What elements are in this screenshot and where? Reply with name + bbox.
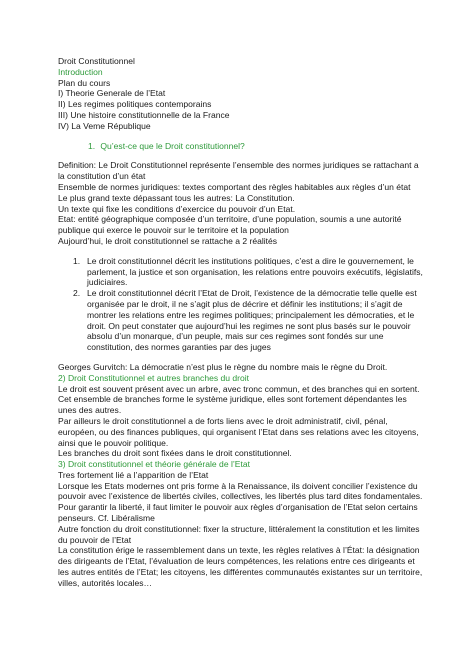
list-item-line: organisée par le droit, il ne s’agit plus de décrire et définir les institutions; il s’agit de	[87, 298, 403, 309]
list-item-line: Le droit constitutionnel décrit les institutions politiques, c’est a dire le gouvernement, le	[87, 255, 414, 266]
definition-line: publique qui exerce le pouvoir sur le territoire et la population	[58, 225, 289, 236]
list-item-line: absolu d’un monarque, d’un peuple, mais sur ces regimes sont fondés sur une	[87, 331, 384, 342]
plan-line: III) Une histoire constitutionnelle de la France	[58, 109, 230, 120]
section1-title: Qu’est-ce que le Droit constitutionnel?	[100, 140, 245, 151]
list-item	[58, 256, 434, 288]
list-item-line: Le droit constitutionnel décrit l’Etat de Droit, l’existence de la démocratie telle quelle est	[87, 288, 417, 299]
definition-line: Definition: Le Droit Constitutionnel représente l’ensemble des normes juridiques se rattachant a	[58, 160, 419, 171]
section3-line: Tres fortement lié a l’apparition de l’Etat	[58, 469, 209, 480]
section1-heading	[58, 141, 434, 152]
list-item-line: parlement, la justice et son organisation, les relations entre pouvoirs exécutifs, législatifs,	[87, 266, 423, 277]
plan-line: IV) La Veme République	[58, 120, 151, 131]
document-title: Droit Constitutionnel	[58, 56, 135, 66]
plan-line: Plan du cours	[58, 77, 111, 88]
section2-heading: 2) Droit Constitutionnel et autres branches du droit	[58, 372, 249, 383]
list-item-line: montrer les relations entre les regimes politiques; principalement les démocraties, et le	[87, 309, 415, 320]
section2-line: Par ailleurs le droit constitutionnel a de forts liens avec le droit administratif, civil, pénal,	[58, 415, 388, 426]
definition-line: la constitution d’un état	[58, 171, 146, 182]
section3-line: villes, autorités locales…	[58, 577, 153, 588]
list-item-number: 2.	[73, 288, 81, 299]
section3	[58, 459, 434, 589]
section2-line: Cet ensemble de branches forme le système juridique, elles sont fortement dépendantes les	[58, 394, 407, 405]
list-item	[58, 288, 434, 353]
definition-line: Un texte qui fixe les conditions d’exercice du pouvoir d’un Etat.	[58, 203, 296, 214]
section2	[58, 373, 434, 459]
definition-paragraph	[58, 160, 434, 246]
section2-line: européen, ou des finances publiques, qui organisent l’Etat dans ses relations avec les citoyens,	[58, 426, 419, 437]
section2-line: unes des autres.	[58, 405, 122, 416]
plan-line: I) Theorie Generale de l’Etat	[58, 88, 166, 99]
intro-heading: Introduction	[58, 66, 103, 77]
list-item-line: constitution, des normes garanties par des juges	[87, 342, 271, 353]
definition-line: Etat: entité géographique composée d’un territoire, d’une population, soumis a une autorité	[58, 214, 402, 225]
definition-line: Ensemble de normes juridiques: textes comportant des règles habitables aux règles d’un état	[58, 181, 411, 192]
section3-line: les autres entités de l’Etat; les citoyens, les différentes communautés existantes sur un territoire,	[58, 567, 423, 578]
section3-line: Pour garantir la liberté, il faut limiter le pouvoir aux règles d’organisation de l’Etat selon certains	[58, 502, 418, 513]
section3-line: La constitution érige le rassemblement dans un texte, les règles relatives à l’État: la désignation	[58, 545, 420, 556]
section1-number: 1.	[88, 140, 96, 151]
course-plan	[58, 78, 434, 132]
list-item-line: droit. On peut constater que aujourd’hui les regimes ne sont plus basés sur le pouvoir	[87, 320, 411, 331]
section3-line: penseurs. Cf. Libéralisme	[58, 513, 155, 524]
list-item-line: judiciaires.	[87, 277, 128, 288]
section3-line: Autre fonction du droit constitutionnel: fixer la structure, littéralement la constitution et les limites	[58, 523, 420, 534]
definition-line: Le plus grand texte dépassant tous les autres: La Constitution.	[58, 192, 295, 203]
section2-line: Les branches du droit sont fixées dans le droit constitutionnel.	[58, 448, 292, 459]
plan-line: II) Les regimes politiques contemporains	[58, 99, 212, 110]
realities-list	[58, 256, 434, 353]
section3-heading: 3) Droit constitutionnel et théorie générale de l’Etat	[58, 459, 250, 470]
section3-line: des dirigeants de l’Etat, l’évaluation de leurs compétences, les relations entre ces dirigeants et	[58, 556, 415, 567]
gurvitch-quote: Georges Gurvitch: La démocratie n’est plus le règne du nombre mais le règne du Droit.	[58, 361, 388, 372]
section3-line: Lorsque les Etats modernes ont pris forme à la Renaissance, ils doivent concilier l’existence du	[58, 480, 418, 491]
definition-line: Aujourd’hui, le droit constitutionnel se rattache a 2 réalités	[58, 235, 278, 246]
section2-line: ainsi que le pouvoir politique.	[58, 437, 169, 448]
section3-line: pouvoir avec l’existence de libertés civiles, collectives, les libertés plus tard dites fondamentales.	[58, 491, 423, 502]
list-item-number: 1.	[73, 255, 81, 266]
section2-line: Le droit est souvent présent avec un arbre, avec tronc commun, et des branches qui en sortent.	[58, 383, 420, 394]
section3-line: du pouvoir de l’Etat	[58, 534, 132, 545]
